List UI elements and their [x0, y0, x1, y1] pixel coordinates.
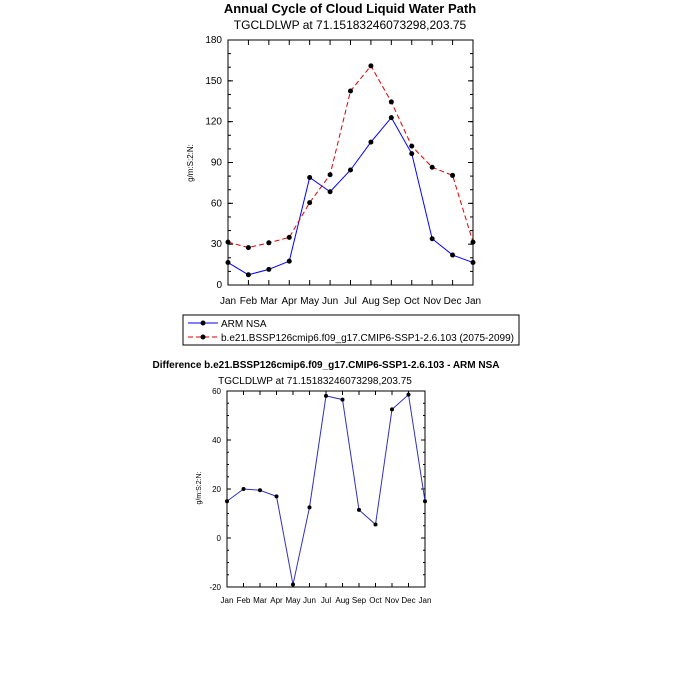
bottom-chart-subtitle: TGCLDLWP at 71.15183246073298,203.75 [218, 376, 412, 387]
bottom-x-tick-label: May [285, 596, 301, 605]
top-x-tick-label: Mar [260, 296, 278, 307]
top-x-tick-labels [220, 296, 481, 307]
bottom-chart [153, 360, 500, 605]
bottom-x-tick-label: Jan [418, 596, 432, 605]
top-data-point [430, 165, 435, 170]
top-y-tick-label: 150 [205, 75, 222, 87]
top-data-point [450, 173, 455, 178]
bottom-y-tick-label: 60 [212, 387, 221, 396]
top-x-tick-label: Oct [403, 296, 420, 307]
bottom-data-point [407, 393, 411, 397]
bottom-ticks [227, 391, 425, 587]
top-ticks [228, 40, 473, 285]
legend [183, 315, 519, 345]
bottom-x-tick-labels [221, 596, 432, 605]
bottom-data-point [423, 499, 427, 503]
bottom-y-tick-labels [209, 387, 221, 592]
bottom-chart-title: Difference b.e21.BSSP126cmip6.f09_g17.CMIP6-SSP1-2.6.103 - ARM NSA [152, 360, 500, 371]
top-data-point [307, 175, 312, 180]
bottom-x-tick-label: Jun [303, 596, 316, 605]
bottom-data-point [374, 523, 378, 527]
bottom-data-point [341, 398, 345, 402]
bottom-x-tick-label: Sep [351, 596, 367, 605]
top-data-point [266, 240, 271, 245]
bottom-x-tick-label: Oct [369, 596, 382, 605]
top-data-point [430, 236, 435, 241]
bottom-data-point [308, 505, 312, 509]
top-plot-frame [228, 40, 473, 285]
top-y-tick-label: 90 [210, 157, 222, 169]
top-x-tick-label: Jul [344, 296, 357, 307]
top-chart-title: Annual Cycle of Cloud Liquid Water Path [223, 1, 477, 16]
top-x-tick-label: Dec [443, 296, 462, 307]
bottom-plot-frame [227, 391, 425, 587]
top-data-point [246, 245, 251, 250]
bottom-y-tick-label: -20 [209, 583, 221, 592]
top-y-tick-label: 60 [210, 198, 222, 210]
bottom-data-point [357, 508, 361, 512]
bottom-x-tick-label: Jul [320, 596, 332, 605]
top-data-point [226, 240, 231, 245]
top-x-tick-label: Sep [382, 296, 401, 307]
top-data-point [471, 240, 476, 245]
top-data-point [307, 200, 312, 205]
top-data-point [287, 235, 292, 240]
top-data-point [389, 99, 394, 104]
bottom-data-point [291, 583, 295, 587]
top-data-point [389, 115, 394, 120]
bottom-y-tick-label: 40 [212, 436, 221, 445]
top-x-tick-label: Nov [423, 296, 442, 307]
top-y-tick-label: 0 [216, 280, 222, 291]
top-data-point [471, 260, 476, 265]
top-data-point [328, 189, 333, 194]
top-data-point [409, 151, 414, 156]
top-series-line-0 [228, 118, 473, 275]
bottom-x-tick-label: Apr [270, 596, 283, 605]
bottom-data-point [242, 487, 246, 491]
bottom-data-point [390, 407, 394, 411]
bottom-y-axis-label: g/m:S:2:N: [196, 471, 203, 505]
top-x-tick-label: Jan [219, 296, 237, 307]
top-x-tick-label: Apr [281, 296, 298, 307]
top-data-point [450, 253, 455, 258]
top-y-tick-label: 180 [205, 35, 222, 46]
top-x-tick-label: Jun [322, 296, 339, 307]
top-y-tick-label: 120 [205, 116, 222, 128]
top-y-tick-labels [205, 35, 222, 291]
top-data-point [368, 140, 373, 145]
bottom-data-point [258, 488, 262, 492]
bottom-data-point [324, 394, 328, 398]
top-x-tick-label: May [300, 296, 320, 307]
top-chart-subtitle: TGCLDLWP at 71.15183246073298,203.75 [233, 18, 467, 32]
top-data-point [348, 167, 353, 172]
legend-label-arm-nsa: ARM NSA [221, 319, 267, 330]
legend-label-model: b.e21.BSSP126cmip6.f09_g17.CMIP6-SSP1-2.6.103 (2075-2099) [221, 333, 514, 344]
bottom-y-tick-label: 20 [212, 485, 221, 494]
bottom-x-tick-label: Nov [384, 596, 400, 605]
legend-marker-model [201, 335, 206, 340]
bottom-y-tick-label: 0 [216, 534, 221, 543]
bottom-x-tick-label: Dec [401, 596, 416, 605]
bottom-x-tick-label: Feb [236, 596, 251, 605]
top-series [226, 63, 476, 277]
bottom-data-point [275, 494, 279, 498]
top-data-point [226, 260, 231, 265]
top-data-point [246, 272, 251, 277]
top-y-axis-label: g/m:S:2:N: [186, 144, 195, 182]
bottom-x-tick-label: Aug [335, 596, 350, 605]
top-data-point [266, 267, 271, 272]
bottom-x-tick-label: Mar [253, 596, 267, 605]
bottom-series [225, 393, 427, 587]
top-chart [186, 1, 481, 307]
bottom-series-line-0 [227, 395, 425, 585]
top-data-point [328, 172, 333, 177]
top-data-point [348, 89, 353, 94]
bottom-data-point [225, 499, 229, 503]
top-data-point [409, 144, 414, 149]
top-x-tick-label: Jan [464, 296, 482, 307]
top-data-point [368, 63, 373, 68]
top-y-tick-label: 30 [210, 239, 222, 251]
legend-marker-arm-nsa [201, 321, 206, 326]
top-x-tick-label: Feb [239, 296, 258, 307]
top-x-tick-label: Aug [362, 296, 380, 307]
bottom-x-tick-label: Jan [220, 596, 234, 605]
top-data-point [287, 259, 292, 264]
